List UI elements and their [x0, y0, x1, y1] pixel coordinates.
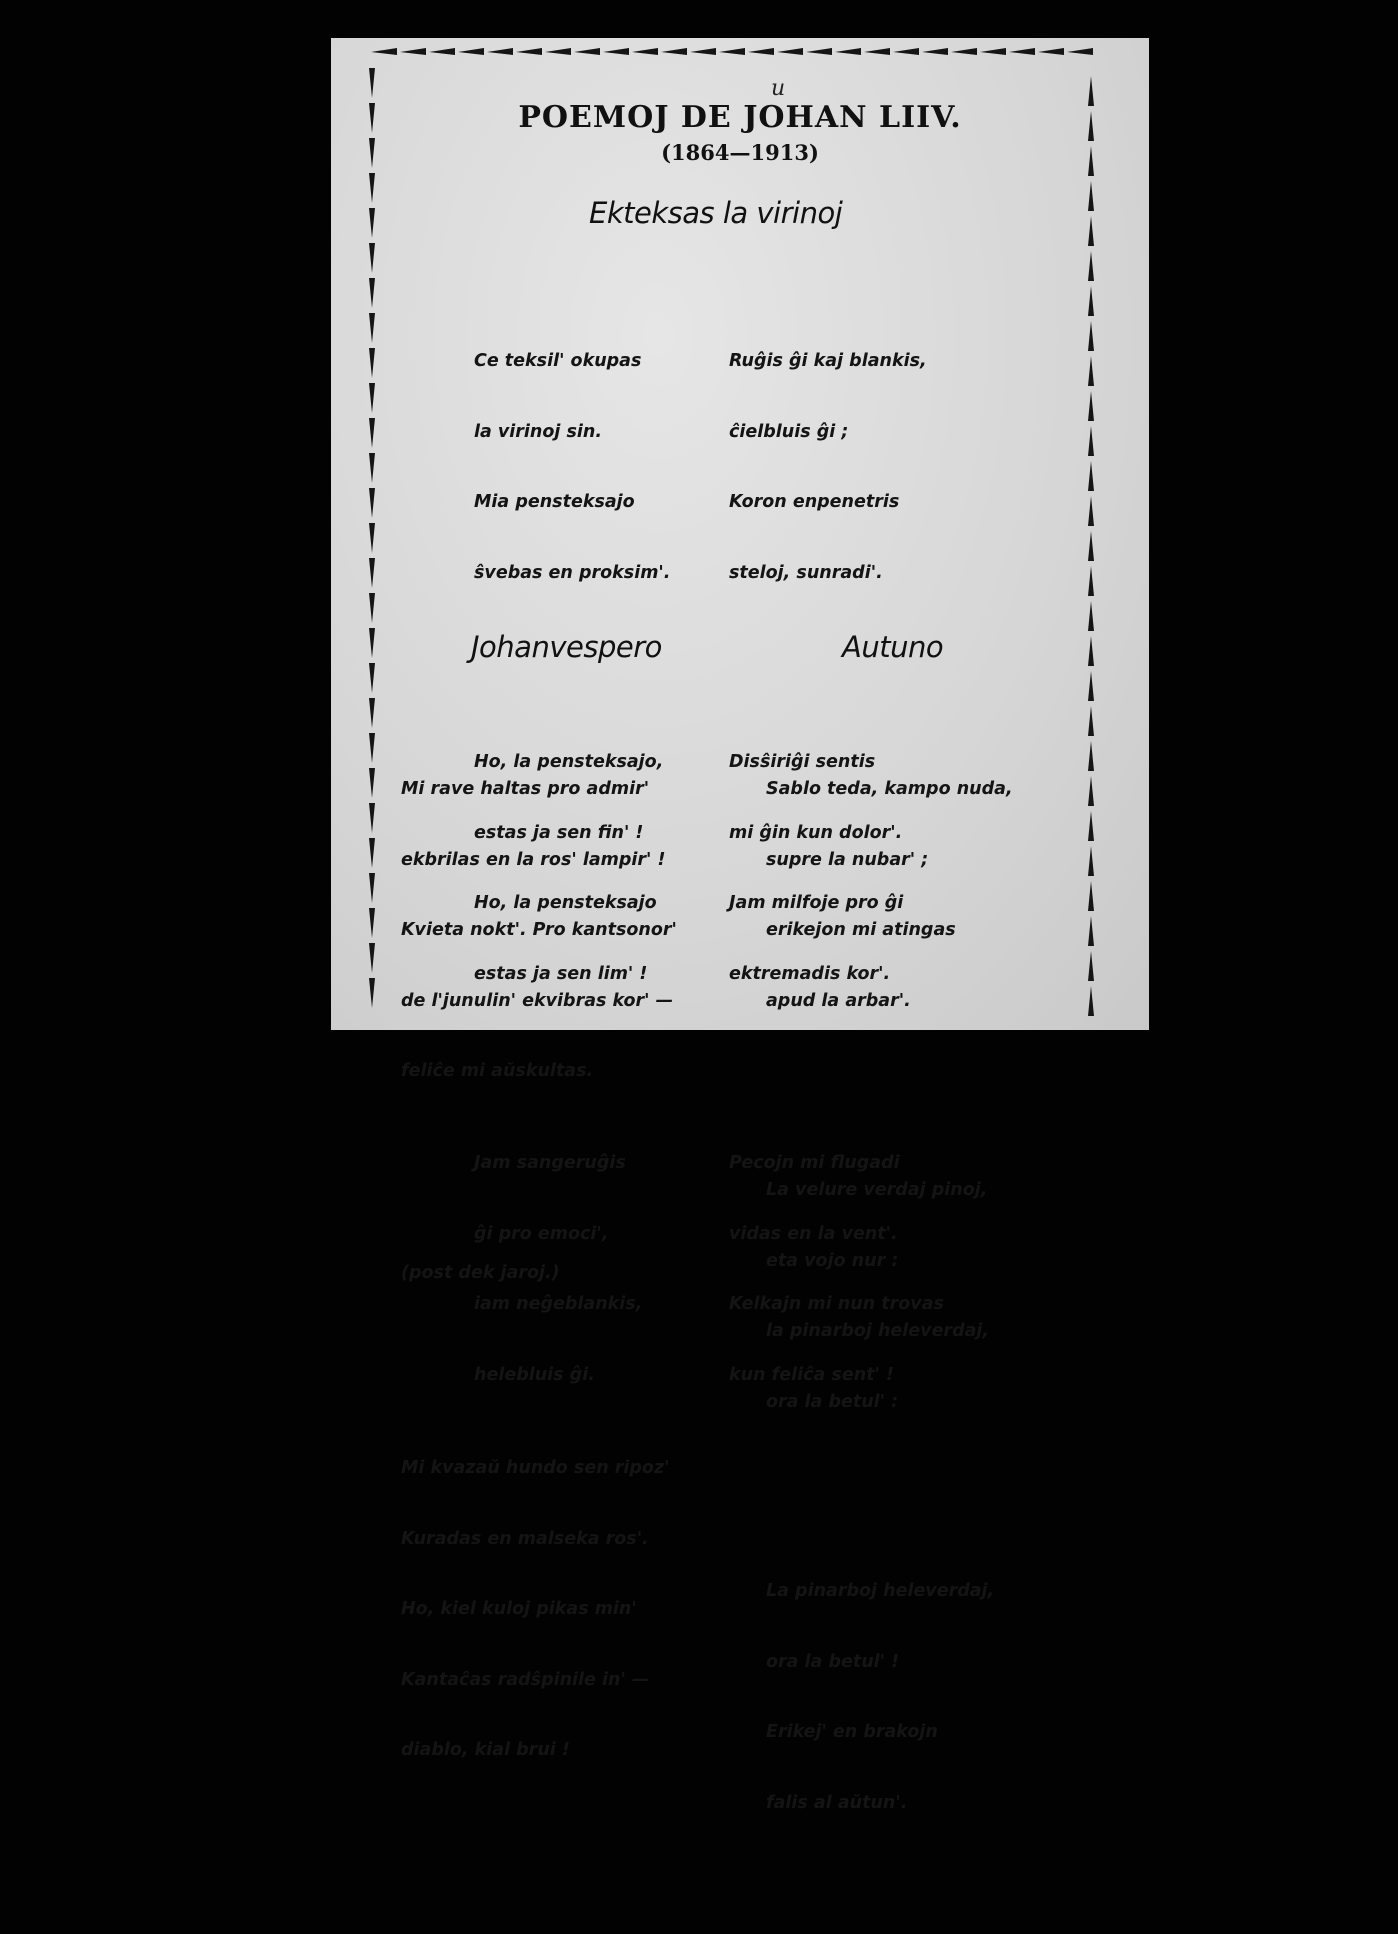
border-arrow	[1088, 671, 1094, 701]
border-arrow	[951, 48, 977, 55]
border-arrow	[1088, 706, 1094, 736]
border-arrow	[1088, 286, 1094, 316]
verse-line: feliĉe mi aŭskultas.	[401, 1061, 594, 1081]
stanza	[729, 303, 944, 632]
border-arrow	[864, 48, 890, 55]
border-arrow	[980, 48, 1006, 55]
verse-line: ĉielbluis ĝi ;	[729, 421, 849, 442]
verse-line: de l'junulin' ekvibras kor' —	[401, 990, 674, 1011]
verse-line: erikejon mi atingas	[766, 920, 956, 940]
border-arrow	[369, 523, 375, 553]
verse-line: Ho, la pensteksajo,	[474, 752, 664, 772]
verse-line: apud la arbar'.	[766, 990, 911, 1011]
verse-line: Ho, kiel kuloj pikas min'	[401, 1599, 637, 1619]
border-arrow	[1088, 531, 1094, 561]
border-arrow	[1088, 916, 1094, 946]
border-arrow	[1038, 48, 1064, 55]
border-arrow	[369, 733, 375, 763]
verse-line: la pinarboj heleverdaj,	[766, 1321, 990, 1341]
verse-line: Jam sangeruĝis	[474, 1153, 626, 1173]
border-arrow	[369, 943, 375, 973]
verse-line: iam neĝeblankis,	[474, 1294, 643, 1314]
border-arrow	[369, 628, 375, 658]
verse-line: Kantaĉas radŝpinile in' —	[401, 1669, 650, 1690]
border-arrow	[369, 838, 375, 868]
border-arrow	[1088, 636, 1094, 666]
verse-line: ekbrilas en la ros' lampir' !	[401, 849, 666, 870]
verse-line: la virinoj sin.	[474, 421, 603, 442]
verse-line: ora la betul' :	[766, 1391, 899, 1412]
verse-line: diablo, kial brui !	[401, 1740, 570, 1760]
border-arrow	[369, 593, 375, 623]
border-arrow	[516, 48, 542, 55]
border-arrow	[632, 48, 658, 55]
verse-line: (post dek jaroj.)	[401, 1262, 560, 1283]
border-arrow	[1088, 776, 1094, 806]
verse-line: Jam milfoje pro ĝi	[729, 893, 904, 913]
border-arrow	[661, 48, 687, 55]
verse-line: Kelkajn mi nun trovas	[729, 1294, 944, 1314]
border-arrow	[1088, 846, 1094, 876]
stanza	[766, 1132, 1013, 1461]
page-subtitle-years: (1864—1913)	[661, 140, 819, 165]
poem-title-autuno: Autuno	[842, 630, 944, 664]
verse-line: La pinarboj heleverdaj,	[766, 1581, 995, 1601]
verse-line: ŝvebas en proksim'.	[474, 562, 671, 583]
stanza	[401, 731, 677, 1131]
poem3-column	[766, 684, 1013, 1934]
verse-line: mi ĝin kun dolor'.	[729, 822, 903, 843]
document-page	[331, 38, 1149, 1813]
border-arrow	[719, 48, 745, 55]
verse-line: Mi kvazaŭ hundo sen ripoz'	[401, 1458, 670, 1478]
poem-title-ekteksas: Ekteksas la virinoj	[589, 196, 843, 230]
border-arrow	[369, 453, 375, 483]
verse-line: Disŝiriĝi sentis	[729, 752, 876, 772]
verse-line: eta vojo nur :	[766, 1250, 899, 1271]
border-arrow	[1088, 601, 1094, 631]
border-arrow	[369, 208, 375, 238]
verse-line: Mia pensteksajo	[474, 492, 635, 512]
stanza	[401, 1410, 677, 1810]
border-arrow	[574, 48, 600, 55]
verse-line: vidas en la vent'.	[729, 1223, 898, 1244]
border-arrow	[1088, 461, 1094, 491]
border-arrow	[1067, 48, 1093, 55]
page-title: POEMOJ DE JOHAN LIIV.	[518, 100, 962, 135]
border-arrow	[1088, 251, 1094, 281]
handwritten-correction: u	[771, 76, 786, 101]
border-arrow	[369, 908, 375, 938]
border-arrow	[545, 48, 571, 55]
verse-line: falis al aŭtun'.	[766, 1792, 908, 1813]
border-arrow	[369, 418, 375, 448]
border-arrow	[603, 48, 629, 55]
border-arrow	[429, 48, 455, 55]
stanza	[474, 303, 670, 632]
border-arrow	[893, 48, 919, 55]
border-arrow	[369, 698, 375, 728]
border-arrow	[1088, 566, 1094, 596]
border-arrow	[369, 348, 375, 378]
stanza	[766, 731, 1013, 1060]
verse-line: Ce teksil' okupas	[474, 351, 642, 371]
verse-line: Koron enpenetris	[729, 492, 900, 512]
border-arrow	[369, 278, 375, 308]
border-arrow	[777, 48, 803, 55]
border-arrow	[1088, 426, 1094, 456]
border-arrow	[487, 48, 513, 55]
verse-line: estas ja sen fin' !	[474, 822, 644, 843]
border-arrow	[369, 873, 375, 903]
poem2-column	[401, 684, 677, 1882]
border-arrow	[400, 48, 426, 55]
verse-line: Kvieta nokt'. Pro kantsonor'	[401, 920, 677, 940]
border-arrow	[369, 68, 375, 98]
border-arrow	[690, 48, 716, 55]
border-arrow	[1088, 951, 1094, 981]
verse-line: Pecojn mi flugadi	[729, 1153, 900, 1173]
verse-line: ĝi pro emoci',	[474, 1223, 609, 1244]
border-arrow	[1088, 391, 1094, 421]
verse-line: Sablo teda, kampo nuda,	[766, 779, 1013, 799]
border-arrow	[369, 768, 375, 798]
border-arrow	[1088, 181, 1094, 211]
poem-title-johanvespero: Johanvespero	[471, 630, 662, 664]
border-arrow	[369, 243, 375, 273]
border-arrow	[1088, 741, 1094, 771]
verse-line: Kuradas en malseka ros'.	[401, 1528, 649, 1549]
border-arrow	[1088, 216, 1094, 246]
stanza	[766, 1533, 1013, 1862]
border-arrow	[1088, 356, 1094, 386]
verse-line: steloj, sunradi'.	[729, 562, 883, 583]
border-arrow	[835, 48, 861, 55]
border-arrow	[922, 48, 948, 55]
verse-line: Erikej' en brakojn	[766, 1722, 938, 1742]
verse-line: Ho, la pensteksajo	[474, 893, 657, 913]
stanza	[401, 1203, 677, 1333]
border-arrow	[1088, 881, 1094, 911]
border-arrow	[369, 803, 375, 833]
border-arrow	[369, 663, 375, 693]
border-arrow	[1009, 48, 1035, 55]
border-arrow	[458, 48, 484, 55]
verse-line: ektremadis kor'.	[729, 963, 891, 984]
verse-line: Ruĝis ĝi kaj blankis,	[729, 351, 927, 371]
border-arrow	[1088, 496, 1094, 526]
verse-line: ora la betul' !	[766, 1651, 900, 1672]
verse-line: helebluis ĝi.	[474, 1364, 595, 1385]
verse-line: La velure verdaj pinoj,	[766, 1180, 988, 1200]
border-arrow	[369, 173, 375, 203]
border-arrow	[369, 558, 375, 588]
verse-line: estas ja sen lim' !	[474, 963, 648, 984]
border-arrow	[1088, 986, 1094, 1016]
border-arrow	[369, 383, 375, 413]
verse-line: supre la nubar' ;	[766, 849, 929, 870]
border-arrow	[1088, 321, 1094, 351]
border-arrow	[748, 48, 774, 55]
border-arrow	[371, 48, 397, 55]
border-arrow	[369, 978, 375, 1008]
verse-line: Mi rave haltas pro admir'	[401, 779, 650, 799]
border-arrow	[369, 313, 375, 343]
border-arrow	[1088, 811, 1094, 841]
verse-line: kun feliĉa sent' !	[729, 1364, 894, 1385]
border-arrow	[369, 488, 375, 518]
border-arrow	[806, 48, 832, 55]
